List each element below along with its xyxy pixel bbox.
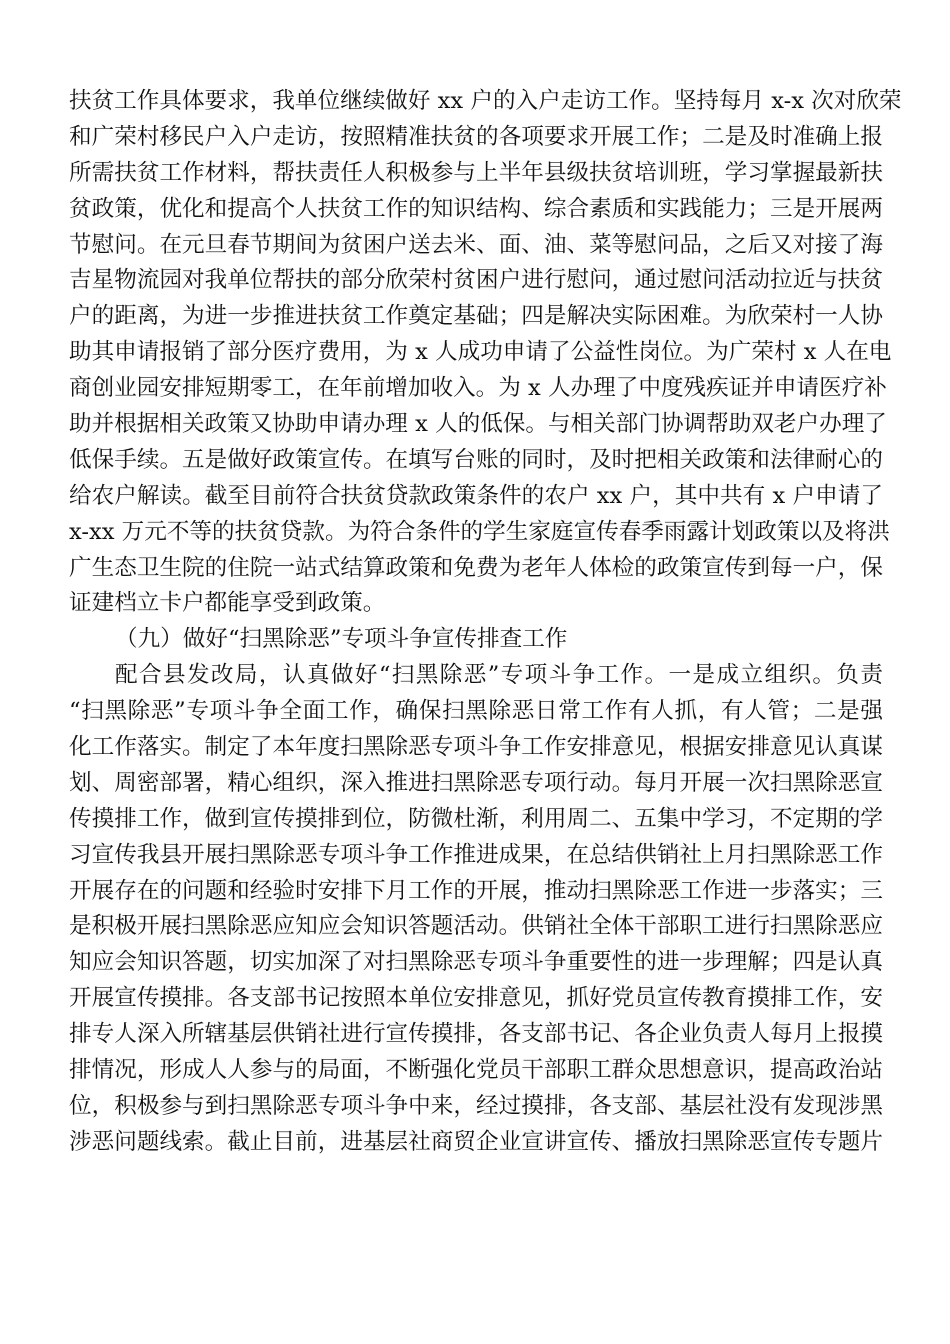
text-line: 节慰问。在元旦春节期间为贫困户送去米、面、油、菜等慰问品，之后又对接了海 [69, 231, 883, 258]
text-line: 低保手续。五是做好政策宣传。在填写台账的同时，及时把相关政策和法律耐心的 [69, 446, 883, 473]
text-line: 广生态卫生院的住院一站式结算政策和免费为老年人体检的政策宣传到每一户，保 [69, 554, 883, 581]
text-line: x-xx 万元不等的扶贫贷款。为符合条件的学生家庭宣传春季雨露计划政策以及将洪 [69, 518, 890, 545]
text-line: 位，积极参与到扫黑除恶专项斗争中来，经过摸排，各支部、基层社没有发现涉黑 [69, 1092, 883, 1119]
text-line: 商创业园安排短期零工，在年前增加收入。为 x 人办理了中度残疾证并申请医疗补 [69, 375, 887, 402]
text-line: 给农户解读。截至目前符合扶贫贷款政策条件的农户 xx 户，其中共有 x 户申请了 [69, 482, 883, 509]
text-line: 传摸排工作，做到宣传摸排到位，防微杜渐，利用周二、五集中学习，不定期的学 [69, 805, 883, 832]
text-line: 所需扶贫工作材料，帮扶责任人积极参与上半年县级扶贫培训班，学习掌握最新扶 [69, 159, 883, 186]
text-line: 排专人深入所辖基层供销社进行宣传摸排，各支部书记、各企业负责人每月上报摸 [69, 1021, 883, 1048]
paragraph-poverty-alleviation [69, 84, 902, 622]
text-line: 涉恶问题线索。截止目前，进基层社商贸企业宣讲宣传、播放扫黑除恶宣传专题片 [69, 1128, 883, 1155]
text-line: 助其申请报销了部分医疗费用，为 x 人成功申请了公益性岗位。为广荣村 x 人在电 [69, 339, 892, 366]
text-line: 知应会知识答题，切实加深了对扫黑除恶专项斗争重要性的进一步理解；四是认真 [69, 949, 883, 976]
text-line: 贫政策，优化和提高个人扶贫工作的知识结构、综合素质和实践能力；三是开展两 [69, 195, 883, 222]
text-line: “扫黑除恶”专项斗争全面工作，确保扫黑除恶日常工作有人抓，有人管；二是强 [69, 698, 883, 725]
text-line: 和广荣村移民户入户走访，按照精准扶贫的各项要求开展工作；二是及时准确上报 [69, 123, 883, 150]
text-line: 开展存在的问题和经验时安排下月工作的开展，推动扫黑除恶工作进一步落实；三 [69, 877, 883, 904]
text-line: 排情况，形成人人参与的局面，不断强化党员干部职工群众思想意识，提高政治站 [69, 1057, 883, 1084]
text-line: 户的距离，为进一步推进扶贫工作奠定基础；四是解决实际困难。为欣荣村一人协 [69, 303, 883, 330]
text-line: 证建档立卡户都能享受到政策。 [69, 590, 386, 617]
text-line: 配合县发改局，认真做好“扫黑除恶”专项斗争工作。一是成立组织。负责 [115, 662, 883, 689]
text-line: 扶贫工作具体要求，我单位继续做好 xx 户的入户走访工作。坚持每月 x-x 次对欣荣 [69, 88, 902, 114]
text-line: 开展宣传摸排。各支部书记按照本单位安排意见，抓好党员宣传教育摸排工作，安 [69, 985, 883, 1012]
text-line: 吉星物流园对我单位帮扶的部分欣荣村贫困户进行慰问，通过慰问活动拉近与扶贫 [69, 267, 883, 294]
section-heading: （九）做好“扫黑除恶”专项斗争宣传排查工作 [115, 626, 568, 653]
text-line: 助并根据相关政策又协助申请办理 x 人的低保。与相关部门协调帮助双老户办理了 [69, 411, 887, 438]
document-page [69, 84, 902, 1161]
text-line: 习宣传我县开展扫黑除恶专项斗争工作推进成果，在总结供销社上月扫黑除恶工作 [69, 841, 883, 868]
text-line: 化工作落实。制定了本年度扫黑除恶专项斗争工作安排意见，根据安排意见认真谋 [69, 734, 883, 761]
paragraph-anti-crime-campaign [69, 658, 883, 1160]
text-line: 划、周密部署，精心组织，深入推进扫黑除恶专项行动。每月开展一次扫黑除恶宣 [69, 769, 883, 796]
text-line: 是积极开展扫黑除恶应知应会知识答题活动。供销社全体干部职工进行扫黑除恶应 [69, 913, 883, 940]
